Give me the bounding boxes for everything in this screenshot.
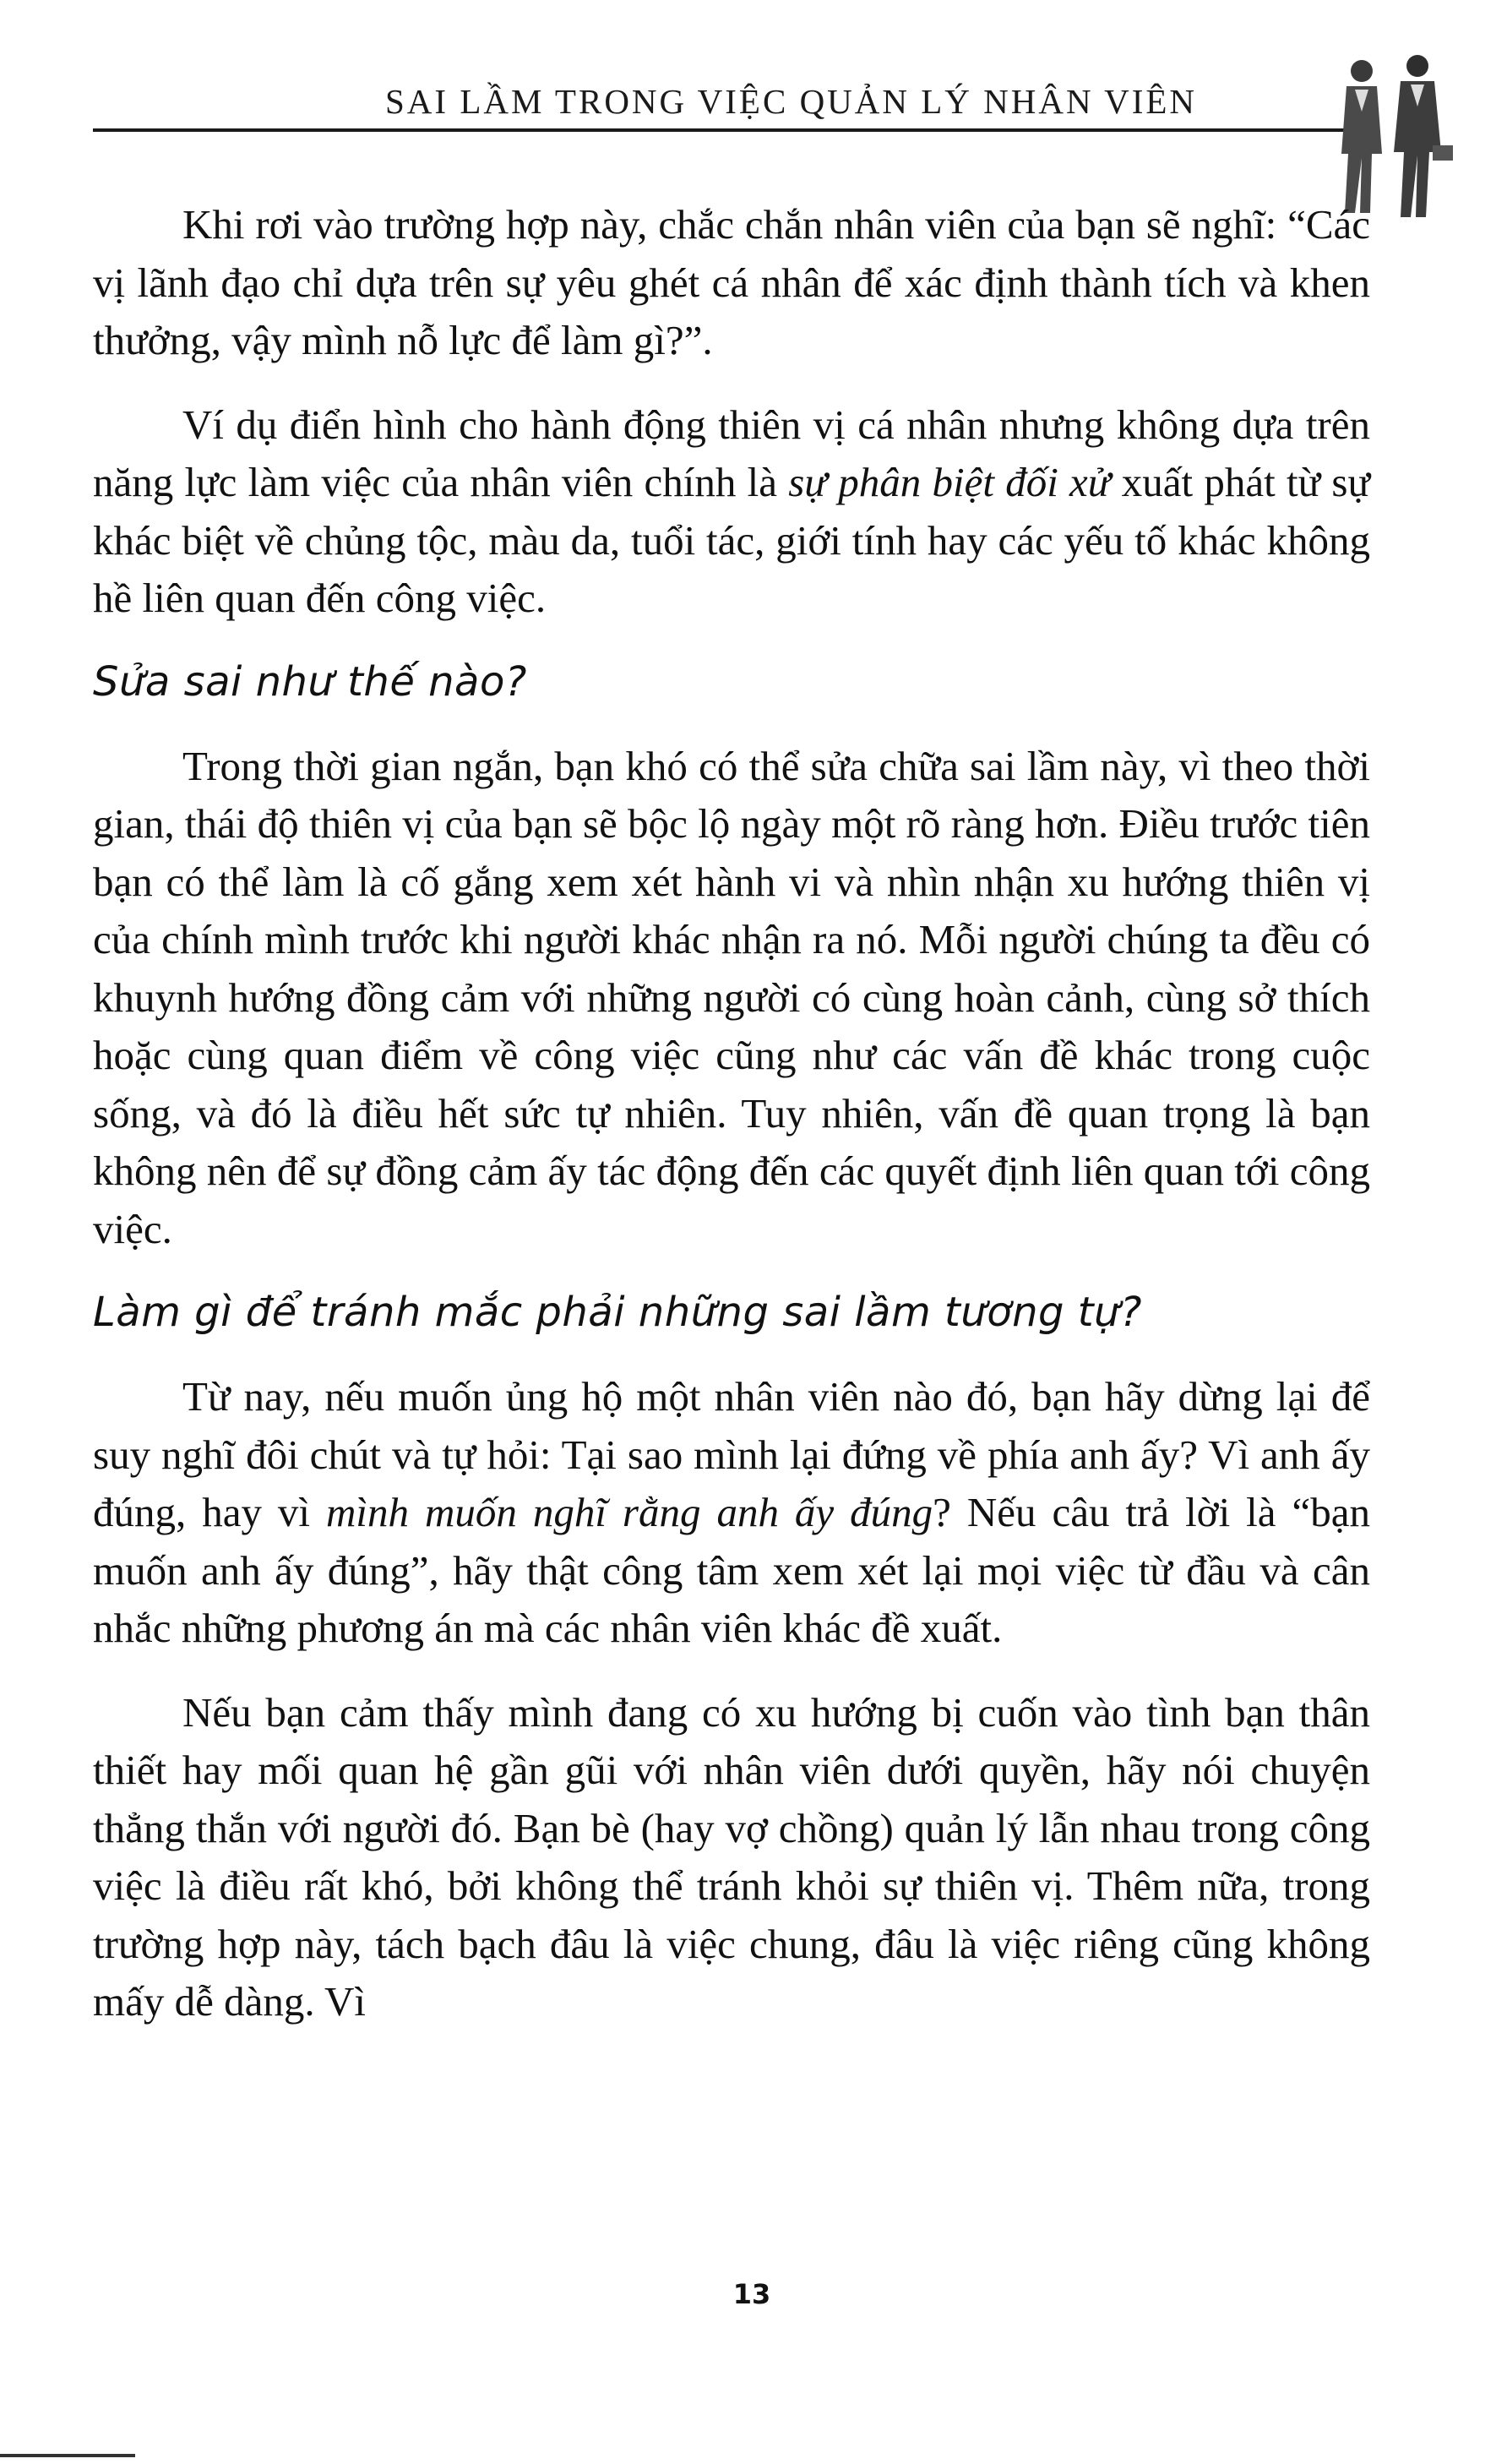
body-paragraph bbox=[93, 1684, 1370, 2031]
section-how-to-fix-body bbox=[93, 738, 1370, 1259]
section-how-to-avoid-body bbox=[93, 1368, 1370, 2031]
text-segment: Khi rơi vào trường hợp này, chắc chắn nhân viên của bạn sẽ nghĩ: “Các vị lãnh đạo chỉ dựa trên sự yêu ghét cá nhân để xác định thành tích và khen thưởng, vậy mình nỗ lực để làm gì?”. bbox=[93, 201, 1370, 363]
text-segment: Trong thời gian ngắn, bạn khó có thể sửa chữa sai lầm này, vì theo thời gian, thái độ thiên vị của bạn sẽ bộc lộ ngày một rõ ràng hơn. Điều trước tiên bạn có thể làm là cố gắng xem xét hành vi và nhìn nhận xu hướng thiên vị của chính mình trước khi người khác nhận ra nó. Mỗi người chúng ta đều có khuynh hướng đồng cảm với những người có cùng hoàn cảnh, cùng sở thích hoặc cùng quan điểm về công việc cũng như các vấn đề khác trong cuộc sống, và đó là điều hết sức tự nhiên. Tuy nhiên, vấn đề quan trọng là bạn không nên để sự đồng cảm ấy tác động đến các quyết định liên quan tới công việc. bbox=[93, 742, 1370, 1252]
text-segment: ? Nếu câu trả lời là “bạn muốn anh ấy đúng”, hãy thật công tâm xem xét lại mọi việc từ đầu và cân nhắc những phương án mà các nhân viên khác đề xuất. bbox=[93, 1489, 1370, 1651]
page-number: 13 bbox=[732, 2278, 771, 2310]
scan-edge-mark bbox=[0, 2454, 135, 2457]
body-paragraph bbox=[93, 196, 1370, 370]
page-content bbox=[93, 196, 1370, 2058]
body-paragraph bbox=[93, 738, 1370, 1259]
text-segment: Từ nay, nếu muốn ủng hộ một nhân viên nào đó, bạn hãy dừng lại để suy nghĩ đôi chút và tự hỏi: Tại sao mình lại đứng về phía anh ấy? Vì anh ấy đúng, hay vì bbox=[93, 1373, 1370, 1535]
italic-text: mình muốn nghĩ rằng anh ấy đúng bbox=[326, 1489, 933, 1535]
body-paragraph bbox=[93, 396, 1370, 628]
section-heading-how-to-fix: Sửa sai như thế nào? bbox=[93, 657, 527, 706]
header-rule bbox=[93, 128, 1360, 132]
text-segment: Ví dụ điển hình cho hành động thiên vị cá nhân nhưng không dựa trên năng lực làm việc của nhân viên chính là bbox=[93, 401, 1370, 505]
italic-text: sự phân biệt đối xử bbox=[788, 459, 1111, 505]
body-paragraph bbox=[93, 1368, 1370, 1658]
section-heading-how-to-avoid: Làm gì để tránh mắc phải những sai lầm tương tự? bbox=[93, 1289, 1142, 1336]
running-title: SAI LẦM TRONG VIỆC QUẢN LÝ NHÂN VIÊN bbox=[385, 82, 1198, 121]
intro-paragraphs bbox=[93, 196, 1370, 628]
page-header bbox=[93, 52, 1360, 137]
text-segment: Nếu bạn cảm thấy mình đang có xu hướng bị cuốn vào tình bạn thân thiết hay mối quan hệ gần gũi với nhân viên dưới quyền, hãy nói chuyện thẳng thắn với người đó. Bạn bè (hay vợ chồng) quản lý lẫn nhau trong công việc là điều rất khó, bởi không thể tránh khỏi sự thiên vị. Thêm nữa, trong trường hợp này, tách bạch đâu là việc chung, đâu là việc riêng cũng không mấy dễ dàng. Vì bbox=[93, 1688, 1370, 2025]
text-segment: xuất phát từ sự khác biệt về chủng tộc, màu da, tuổi tác, giới tính hay các yếu tố khác không hề liên quan đến công việc. bbox=[93, 459, 1370, 621]
